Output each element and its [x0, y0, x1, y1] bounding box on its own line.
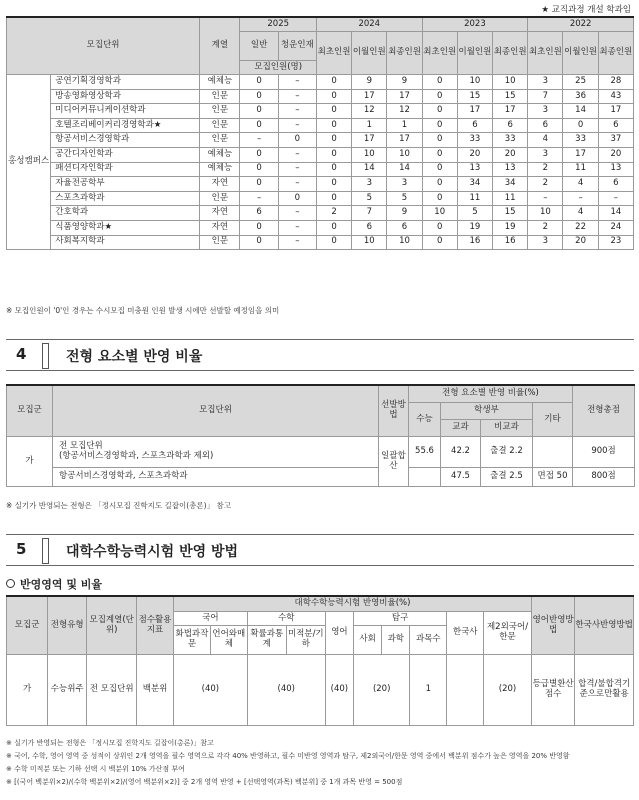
value-cell: 6 [352, 220, 387, 235]
header-initial: 최초인원 [316, 32, 351, 75]
header-math-stat: 확률과통계 [247, 626, 286, 655]
value-cell: 10 [457, 75, 492, 90]
group-cell: 가 [7, 437, 53, 487]
nonsubject-cell: 출결 2.5 [481, 468, 533, 487]
section-title: 전형 요소별 반영 비율 [66, 349, 203, 365]
header-student-record: 학생부 [441, 403, 533, 420]
value-cell: 6 [457, 118, 492, 133]
value-cell: 17 [457, 104, 492, 119]
value-cell: 12 [387, 104, 422, 119]
header-year-2023: 2023 [422, 17, 528, 32]
value-cell: 9 [387, 206, 422, 221]
header-track: 계열 [200, 17, 240, 75]
subject-cell: 42.2 [441, 437, 481, 468]
track-cell: 예체능 [200, 147, 240, 162]
value-cell: 20 [493, 147, 528, 162]
header-group: 모집군 [7, 385, 53, 437]
value-cell: 3 [528, 235, 563, 250]
value-cell: – [240, 133, 278, 148]
header-group: 모집군 [7, 596, 48, 655]
math-cell: (40) [247, 655, 325, 726]
value-cell: 13 [493, 162, 528, 177]
header-2025-cheongun: 청운인재 [278, 32, 316, 61]
value-cell: 7 [352, 206, 387, 221]
value-cell: 14 [563, 104, 598, 119]
value-cell: 34 [457, 177, 492, 192]
value-cell: 15 [457, 89, 492, 104]
header-ratio: 전형 요소별 반영 비율(%) [409, 385, 573, 403]
inquiry-cell: (20) [354, 655, 410, 726]
value-cell: – [278, 118, 316, 133]
header-second-language: 제2외국어/한문 [484, 612, 532, 655]
subsection-title [6, 576, 102, 592]
value-cell: 10 [493, 75, 528, 90]
header-final: 최종인원 [598, 32, 633, 75]
value-cell: 17 [598, 104, 633, 119]
value-cell: 13 [457, 162, 492, 177]
header-korean: 국어 [174, 612, 248, 626]
value-cell: 0 [240, 220, 278, 235]
value-cell: 0 [316, 177, 351, 192]
header-hist-method: 한국사반영방법 [575, 596, 634, 655]
header-etc: 기타 [533, 403, 573, 437]
department-name: 간호학과 [51, 206, 200, 221]
value-cell: 7 [528, 89, 563, 104]
value-cell: – [278, 162, 316, 177]
value-cell: 36 [563, 89, 598, 104]
value-cell: 11 [563, 162, 598, 177]
value-cell: 25 [563, 75, 598, 90]
value-cell: 6 [387, 220, 422, 235]
value-cell: 0 [240, 162, 278, 177]
header-social: 사회 [354, 626, 382, 655]
value-cell: 23 [598, 235, 633, 250]
subsection-label: 반영영역 및 비율 [20, 578, 103, 591]
value-cell: 20 [457, 147, 492, 162]
value-cell: 1 [387, 118, 422, 133]
value-cell: 9 [387, 75, 422, 90]
value-cell: – [278, 75, 316, 90]
department-name: 식품영양학과★ [51, 220, 200, 235]
value-cell: 19 [493, 220, 528, 235]
department-name: 자율전공학부 [51, 177, 200, 192]
suneung-cell [409, 468, 441, 487]
track-cell: 자연 [200, 177, 240, 192]
value-cell: 5 [352, 191, 387, 206]
value-cell: 0 [422, 220, 457, 235]
value-cell: 24 [598, 220, 633, 235]
track-cell: 인문 [200, 104, 240, 119]
track-cell: 예체능 [200, 75, 240, 90]
value-cell: 37 [598, 133, 633, 148]
value-cell: 10 [387, 235, 422, 250]
value-cell: 34 [493, 177, 528, 192]
unit-cell: 항공서비스경영학과, 스포츠과학과 [53, 468, 379, 487]
value-cell: 0 [240, 104, 278, 119]
department-name: 사회복지학과 [51, 235, 200, 250]
table-row [7, 191, 634, 206]
value-cell: 14 [352, 162, 387, 177]
csat-ratio-table [6, 595, 634, 726]
table-row [7, 162, 634, 177]
value-cell: 13 [598, 162, 633, 177]
method-cell: 일괄합산 [379, 437, 409, 487]
value-cell: 0 [240, 235, 278, 250]
suneung-cell: 55.6 [409, 437, 441, 468]
value-cell: 0 [422, 133, 457, 148]
value-cell: – [278, 104, 316, 119]
value-cell: 2 [528, 220, 563, 235]
track-cell: 예체능 [200, 162, 240, 177]
track-cell: 인문 [200, 118, 240, 133]
value-cell: 0 [316, 133, 351, 148]
note-zero-quota: ※ 모집인원이 '0'인 경우는 수시모집 미충원 인원 발생 시에만 선발할 예정임을 의미 [6, 306, 280, 315]
value-cell: 9 [352, 75, 387, 90]
table-row [7, 655, 634, 726]
value-cell: 14 [387, 162, 422, 177]
value-cell: 33 [563, 133, 598, 148]
section-divider [42, 343, 49, 369]
value-cell: 19 [457, 220, 492, 235]
value-cell: – [278, 206, 316, 221]
section-number: 4 [16, 345, 27, 363]
eng-method-cell: 등급별환산점수 [531, 655, 574, 726]
table-row [7, 104, 634, 119]
value-cell: 0 [422, 191, 457, 206]
value-cell: 12 [352, 104, 387, 119]
note-line: ※ [(국어 백분위×2)/(수학 백분위×2)/(영어 백분위×2)] 중 2개 영역 반영 + [선택영역(과목) 백분위] 중 1개 과목 반영 = 500점 [6, 778, 403, 786]
value-cell: – [278, 147, 316, 162]
value-cell: 0 [240, 177, 278, 192]
header-year-2024: 2024 [316, 17, 422, 32]
table-row [7, 437, 635, 468]
table-row [7, 177, 634, 192]
value-cell: 14 [598, 206, 633, 221]
value-cell: 5 [457, 206, 492, 221]
header-initial: 최초인원 [422, 32, 457, 75]
value-cell: 0 [316, 162, 351, 177]
value-cell: – [563, 191, 598, 206]
etc-cell [533, 437, 573, 468]
value-cell: 17 [352, 133, 387, 148]
unit-cell [53, 437, 379, 468]
table-row [7, 118, 634, 133]
track-cell: 인문 [200, 191, 240, 206]
header-unit: 모집단위 [7, 17, 200, 75]
value-cell: – [278, 220, 316, 235]
total-cell: 900점 [573, 437, 635, 468]
header-suneung: 수능 [409, 403, 441, 437]
value-cell: 17 [563, 147, 598, 162]
header-2025-general: 일반 [240, 32, 278, 61]
value-cell: 6 [493, 118, 528, 133]
section-divider [42, 538, 49, 564]
value-cell: 28 [598, 75, 633, 90]
header-kor-speech: 화법과작문 [174, 626, 211, 655]
header-index: 점수활용지표 [137, 596, 174, 655]
total-cell: 800점 [573, 468, 635, 487]
department-name: 패션디자인학과 [51, 162, 200, 177]
value-cell: 0 [316, 147, 351, 162]
value-cell: 22 [563, 220, 598, 235]
value-cell: 6 [528, 118, 563, 133]
department-name: 공연기획경영학과 [51, 75, 200, 90]
header-unit: 모집단위 [53, 385, 379, 437]
value-cell: 17 [387, 133, 422, 148]
value-cell: 4 [563, 177, 598, 192]
value-cell: 3 [528, 104, 563, 119]
header-carryover: 이월인원 [352, 32, 387, 75]
track-cell: 자연 [200, 220, 240, 235]
header-csat-ratio: 대학수학능력시험 반영비율(%) [174, 596, 532, 612]
nonsubject-cell: 출결 2.2 [481, 437, 533, 468]
value-cell: 0 [422, 235, 457, 250]
value-cell: 16 [493, 235, 528, 250]
value-cell: 11 [457, 191, 492, 206]
subject-count-cell: 1 [410, 655, 447, 726]
circle-bullet-icon [6, 579, 15, 588]
header-carryover: 이월인원 [563, 32, 598, 75]
value-cell: – [278, 177, 316, 192]
value-cell: 0 [240, 75, 278, 90]
department-name: 미디어커뮤니케이션학과 [51, 104, 200, 119]
value-cell: 10 [422, 206, 457, 221]
index-cell: 백분위 [137, 655, 174, 726]
value-cell: – [278, 235, 316, 250]
value-cell: 0 [316, 191, 351, 206]
table-row [7, 468, 635, 487]
value-cell: 20 [563, 235, 598, 250]
value-cell: 0 [422, 75, 457, 90]
value-cell: 0 [316, 75, 351, 90]
header-unit: 모집계열(단위) [87, 596, 137, 655]
value-cell: 6 [598, 177, 633, 192]
table-row [7, 206, 634, 221]
campus-cell: 홍성캠퍼스 [7, 75, 51, 250]
value-cell: 0 [240, 89, 278, 104]
note-line: ※ 실기가 반영되는 전형은 「정시모집 진학지도 길잡이(총론)」참고 [6, 739, 214, 747]
history-cell [447, 655, 484, 726]
value-cell: 43 [598, 89, 633, 104]
value-cell: 0 [422, 89, 457, 104]
value-cell: 3 [352, 177, 387, 192]
track-cell: 인문 [200, 89, 240, 104]
value-cell: 0 [563, 118, 598, 133]
unit-cell: 전 모집단위 [87, 655, 137, 726]
section-number: 5 [16, 540, 27, 558]
value-cell: 17 [352, 89, 387, 104]
header-science: 과학 [382, 626, 410, 655]
value-cell: 0 [316, 104, 351, 119]
value-cell: 0 [316, 118, 351, 133]
value-cell: 10 [352, 235, 387, 250]
selection-ratio-table [6, 384, 635, 487]
note-practical: ※ 실기가 반영되는 전형은 「정시모집 진학지도 길잡이(총론)」 참고 [6, 501, 231, 510]
header-history: 한국사 [447, 612, 484, 655]
header-total: 전형총점 [573, 385, 635, 437]
value-cell: 0 [422, 118, 457, 133]
top-note: ★ 교직과정 개설 학과임 [541, 5, 631, 15]
section-5-header [6, 534, 634, 566]
section-4-header [6, 339, 634, 371]
value-cell: – [278, 89, 316, 104]
table-row [7, 220, 634, 235]
unit-note: (항공서비스경영학과, 스포츠과학과 제외) [59, 451, 214, 461]
header-kor-language: 언어와매체 [210, 626, 247, 655]
track-cell: 인문 [200, 235, 240, 250]
table-row [7, 89, 634, 104]
value-cell: 4 [528, 133, 563, 148]
value-cell: 2 [528, 162, 563, 177]
header-type: 전형유형 [48, 596, 87, 655]
value-cell: 2 [316, 206, 351, 221]
value-cell: 3 [387, 177, 422, 192]
english-cell: (40) [325, 655, 353, 726]
header-math-calc: 미적분/기하 [286, 626, 325, 655]
type-cell: 수능위주 [48, 655, 87, 726]
header-nonsubject: 비교과 [481, 420, 533, 437]
note-line: ※ 수학 미적분 또는 기하 선택 시 백분위 10% 가산점 부여 [6, 765, 185, 773]
group-cell: 가 [7, 655, 48, 726]
header-inquiry: 탐구 [354, 612, 447, 626]
value-cell: 0 [240, 147, 278, 162]
unit-text: 전 모집단위 [59, 441, 103, 452]
value-cell: 0 [422, 104, 457, 119]
value-cell: 15 [493, 206, 528, 221]
value-cell: 10 [528, 206, 563, 221]
value-cell: 6 [598, 118, 633, 133]
value-cell: 10 [352, 147, 387, 162]
value-cell: 0 [278, 133, 316, 148]
value-cell: 3 [528, 75, 563, 90]
value-cell: – [240, 191, 278, 206]
table-row [7, 147, 634, 162]
value-cell: 1 [352, 118, 387, 133]
value-cell: 0 [422, 177, 457, 192]
value-cell: 0 [316, 220, 351, 235]
value-cell: 0 [278, 191, 316, 206]
table-row [7, 133, 634, 148]
etc-cell: 면접 50 [533, 468, 573, 487]
header-eng-method: 영어반영방법 [531, 596, 574, 655]
department-name: 호텔조리베이커리경영학과★ [51, 118, 200, 133]
value-cell: 4 [563, 206, 598, 221]
header-english: 영어 [325, 612, 353, 655]
header-2025-recruit-count: 모집인원(명) [240, 61, 316, 75]
header-year-2022: 2022 [528, 17, 634, 32]
header-year-2025: 2025 [240, 17, 316, 32]
value-cell: – [528, 191, 563, 206]
value-cell: 0 [316, 235, 351, 250]
subject-cell: 47.5 [441, 468, 481, 487]
value-cell: 15 [493, 89, 528, 104]
value-cell: 2 [528, 177, 563, 192]
value-cell: 0 [422, 147, 457, 162]
department-name: 항공서비스경영학과 [51, 133, 200, 148]
korean-cell: (40) [174, 655, 248, 726]
table-row [7, 75, 634, 90]
value-cell: 16 [457, 235, 492, 250]
header-carryover: 이월인원 [457, 32, 492, 75]
value-cell: 5 [387, 191, 422, 206]
second-language-cell: (20) [484, 655, 532, 726]
value-cell: 20 [598, 147, 633, 162]
header-final: 최종인원 [493, 32, 528, 75]
value-cell: 6 [240, 206, 278, 221]
section-title: 대학수학능력시험 반영 방법 [66, 544, 239, 560]
value-cell: – [598, 191, 633, 206]
value-cell: 17 [493, 104, 528, 119]
hist-method-cell: 합격/불합격기준으로만활용 [575, 655, 634, 726]
value-cell: 3 [528, 147, 563, 162]
department-name: 스포츠과학과 [51, 191, 200, 206]
value-cell: 0 [316, 89, 351, 104]
header-initial: 최초인원 [528, 32, 563, 75]
department-name: 방송영화영상학과 [51, 89, 200, 104]
value-cell: 33 [457, 133, 492, 148]
value-cell: 10 [387, 147, 422, 162]
track-cell: 자연 [200, 206, 240, 221]
header-math: 수학 [247, 612, 325, 626]
track-cell: 인문 [200, 133, 240, 148]
header-method: 선발방법 [379, 385, 409, 437]
value-cell: 33 [493, 133, 528, 148]
header-subject-count: 과목수 [410, 626, 447, 655]
note-line: ※ 국어, 수학, 영어 영역 중 성적이 상위인 2개 영역을 필수 영역으로 각각 40% 반영하고, 필수 미반영 영역과 탐구, 제2외국어/한문 영역 중에서 백분위 점수가 높은 영역을 20% 반영함 [6, 752, 570, 760]
header-final: 최종인원 [387, 32, 422, 75]
value-cell: 0 [240, 118, 278, 133]
department-name: 공간디자인학과 [51, 147, 200, 162]
recruitment-history-table [6, 16, 634, 250]
value-cell: 11 [493, 191, 528, 206]
table-row [7, 235, 634, 250]
value-cell: 17 [387, 89, 422, 104]
header-subject: 교과 [441, 420, 481, 437]
value-cell: 0 [422, 162, 457, 177]
